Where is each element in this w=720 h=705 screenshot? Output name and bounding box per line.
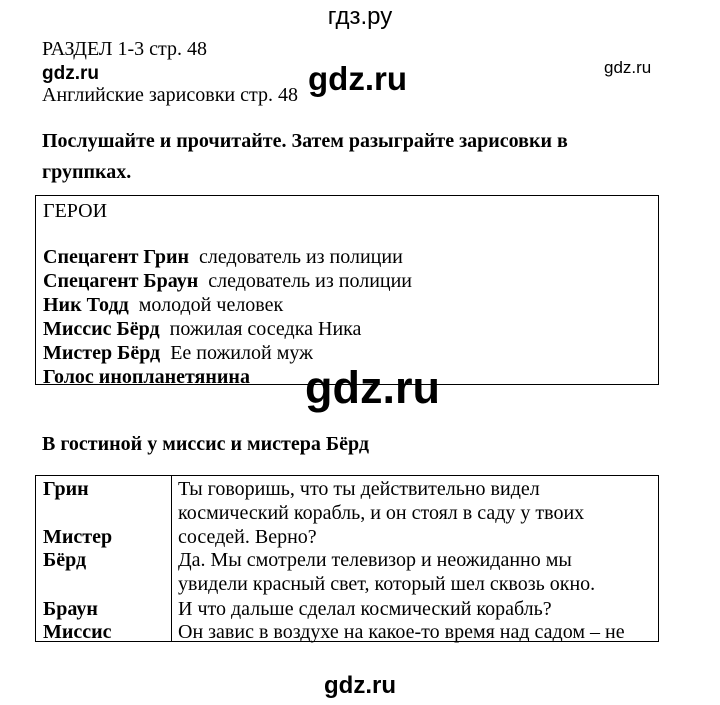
dialogue-table xyxy=(35,475,659,642)
watermark-top-center: gdz.ru xyxy=(308,60,407,97)
hero-desc: пожилая соседка Ника xyxy=(169,318,362,340)
hero-name: Спецагент Грин xyxy=(43,246,190,268)
section-subtitle: Английские зарисовки стр. 48 xyxy=(42,84,298,106)
heroes-title: ГЕРОИ xyxy=(43,200,108,222)
speaker-cell: Браун xyxy=(43,598,98,620)
hero-name: Спецагент Браун xyxy=(43,270,199,292)
hero-item xyxy=(43,342,313,365)
dialogue-line: увидели красный свет, который шел сквозь окно. xyxy=(178,573,596,595)
watermark-top-left: gdz.ru xyxy=(42,63,99,84)
hero-item xyxy=(43,246,403,269)
hero-desc: следователь из полиции xyxy=(208,270,413,292)
speaker-cell: Миссис xyxy=(43,621,112,643)
watermark-middle: gdz.ru xyxy=(305,362,440,413)
hero-name: Голос инопланетянина xyxy=(43,366,250,388)
hero-desc: Ее пожилой муж xyxy=(170,342,313,364)
hero-item xyxy=(43,270,412,293)
speaker-cell: Грин xyxy=(43,478,89,500)
hero-name: Ник Тодд xyxy=(43,294,129,316)
dialogue-line: Да. Мы смотрели телевизор и неожиданно мы xyxy=(178,549,572,571)
instruction-text: Послушайте и прочитайте. Затем разыграйте зарисовки в группках. xyxy=(42,130,568,183)
hero-name: Миссис Бёрд xyxy=(43,318,160,340)
dialogue-line: космический корабль, и он стоял в саду у твоих xyxy=(178,502,585,524)
dialogue-line: И что дальше сделал космический корабль? xyxy=(178,598,552,620)
hero-desc: следователь из полиции xyxy=(199,246,403,268)
section-header: РАЗДЕЛ 1-3 стр. 48 xyxy=(42,38,207,60)
watermark-top-right: gdz.ru xyxy=(604,58,652,77)
column-divider xyxy=(171,476,172,641)
dialogue-line: Ты говоришь, что ты действительно видел xyxy=(178,478,540,500)
speaker-cell: Бёрд xyxy=(43,549,87,571)
dialogue-line: соседей. Верно? xyxy=(178,526,317,548)
hero-item xyxy=(43,294,283,317)
site-title: гдз.ру xyxy=(327,3,393,30)
watermark-bottom: gdz.ru xyxy=(324,672,396,699)
dialogue-line: Он завис в воздухе на какое-то время над садом – не xyxy=(178,621,625,643)
hero-item xyxy=(43,366,250,389)
hero-name: Мистер Бёрд xyxy=(43,342,161,364)
speaker-cell: Мистер xyxy=(43,526,113,548)
hero-item xyxy=(43,318,361,341)
scene-title: В гостиной у миссис и мистера Бёрд xyxy=(42,433,369,455)
hero-desc: молодой человек xyxy=(138,294,284,316)
